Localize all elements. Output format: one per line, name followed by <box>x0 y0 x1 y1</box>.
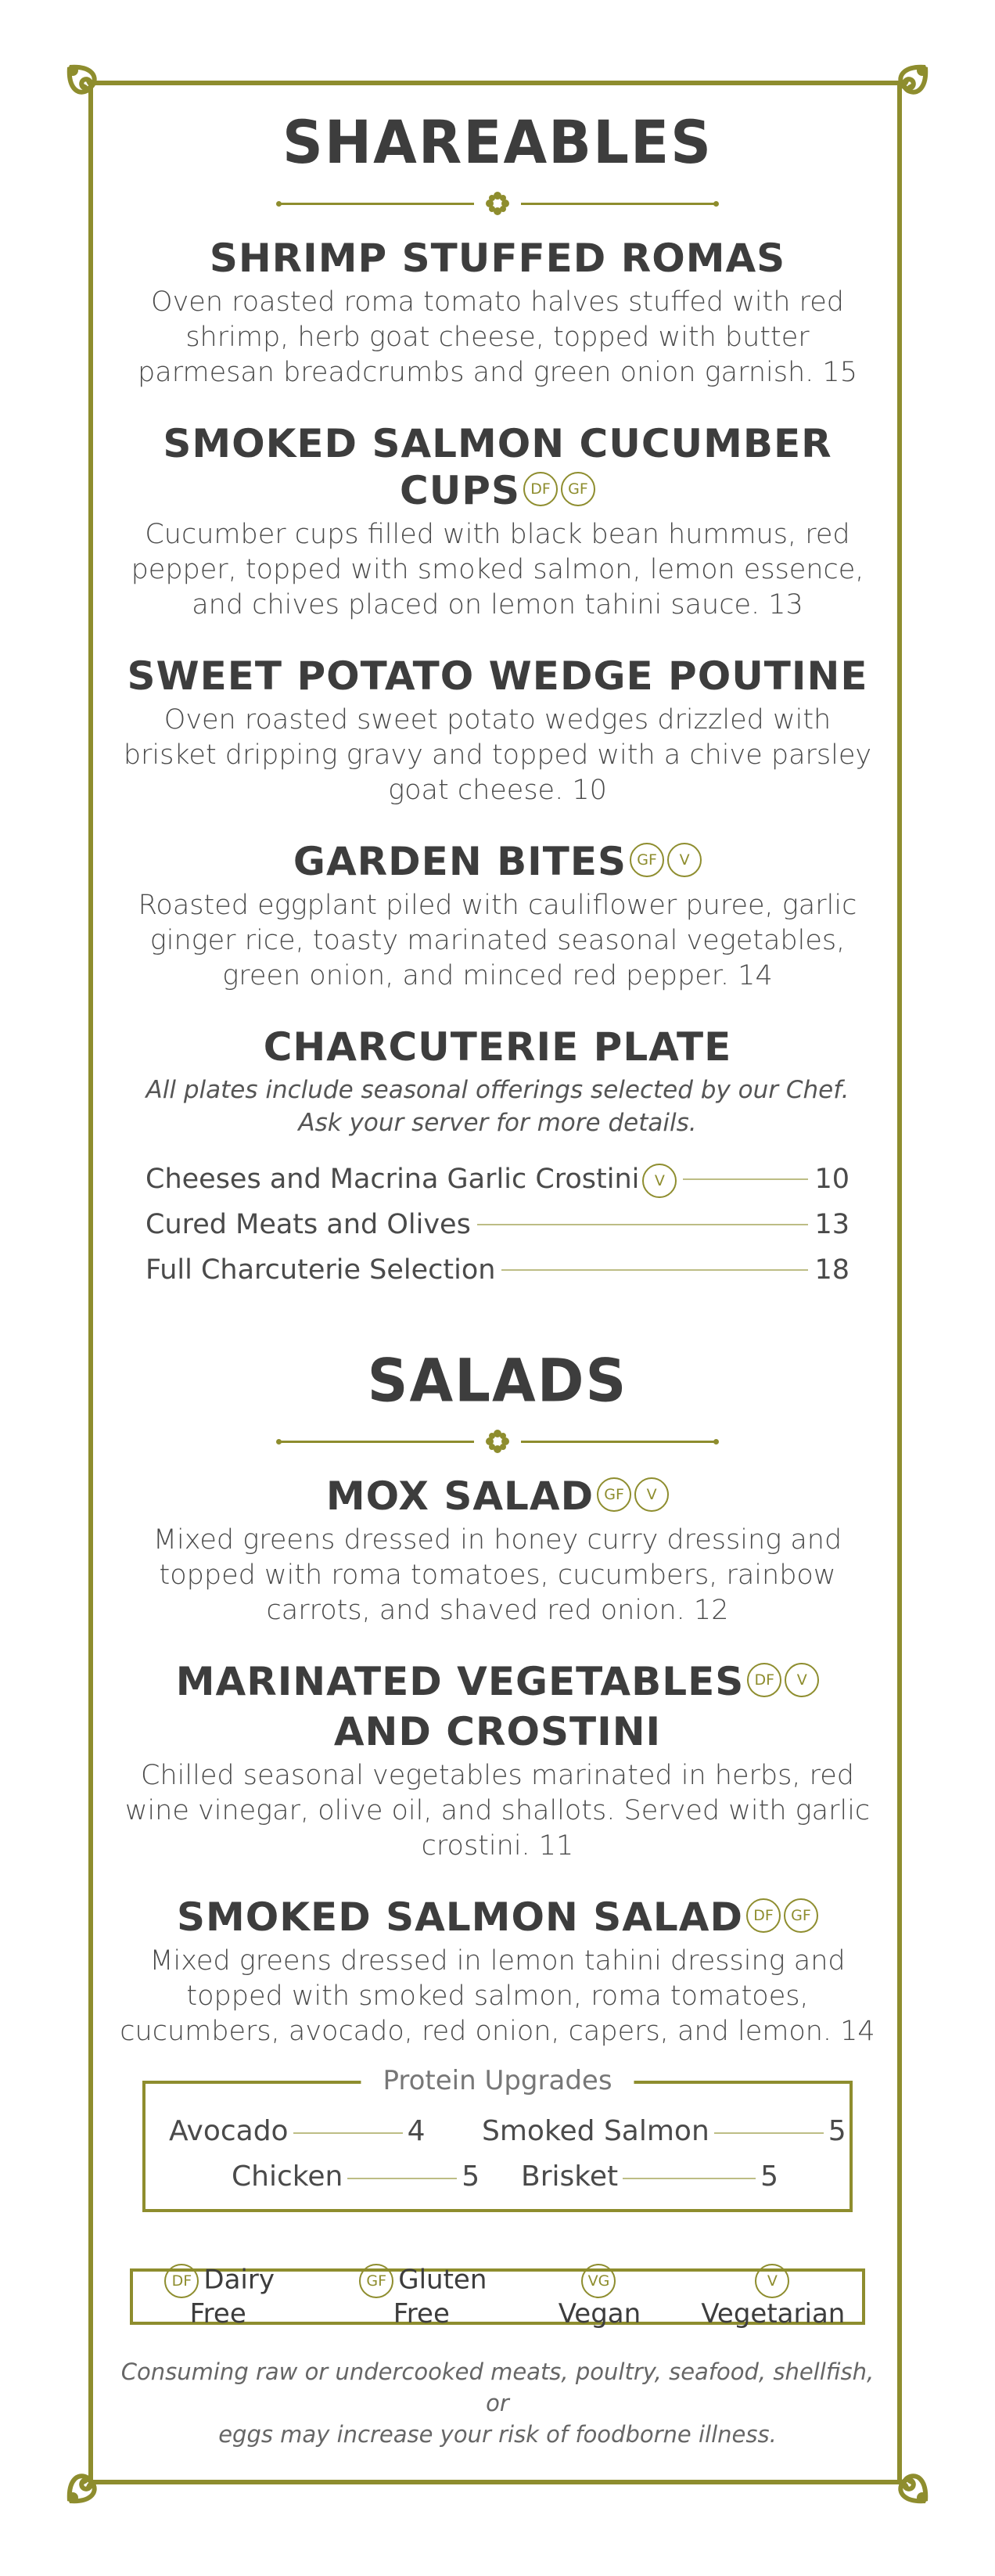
menu-content <box>110 107 885 2450</box>
price-label: Cheeses and Macrina Garlic Crostini <box>145 1164 640 1195</box>
item-name <box>110 1658 885 1705</box>
leader-line <box>501 1269 808 1271</box>
section-title-shareables: SHAREABLES <box>282 107 713 178</box>
protein-upgrades-title: Protein Upgrades <box>361 2065 634 2096</box>
menu-item <box>110 653 885 808</box>
leader-line <box>714 2132 824 2134</box>
upgrade-item <box>169 2115 425 2147</box>
disclaimer-line: eggs may increase your risk of foodborne illness. <box>218 2421 777 2448</box>
vegetarian-icon: V <box>634 1477 669 1512</box>
legend-item <box>540 2264 659 2330</box>
legend-label: Vegan <box>558 2298 641 2330</box>
item-description: Mixed greens dressed in lemon tahini dressing and topped with smoked salmon, roma tomatoes, cucumbers, avocado, red onion, capers, and lemon. 14 <box>120 1945 875 2047</box>
menu-item <box>110 1658 885 1864</box>
item-name <box>110 1473 885 1520</box>
menu-item <box>110 1473 885 1628</box>
upgrade-label: Chicken <box>232 2160 343 2193</box>
item-description: Cucumber cups filled with black bean hummus, red pepper, topped with smoked salmon, lemon essence, and chives placed on lemon tahini sauce. 13 <box>131 519 864 621</box>
upgrade-price: 5 <box>462 2160 480 2193</box>
legend-label: Dairy Free <box>189 2264 275 2330</box>
price-label: Cured Meats and Olives <box>145 1209 471 1240</box>
item-description: Chilled seasonal vegetables marinated in herbs, red wine vinegar, olive oil, and shallots. Served with garlic crostini. 11 <box>124 1760 871 1862</box>
item-description: Oven roasted sweet potato wedges drizzled with brisket dripping gravy and topped with a chive parsley goat cheese. 10 <box>123 704 872 806</box>
price-value: 10 <box>814 1164 850 1195</box>
legend-item <box>328 2264 515 2330</box>
upgrade-label: Avocado <box>169 2115 289 2147</box>
dairy-free-icon: DF <box>747 1663 781 1697</box>
legend-item <box>684 2264 862 2330</box>
menu-item <box>110 235 885 390</box>
section-title-salads: SALADS <box>367 1345 628 1416</box>
gluten-free-icon: GF <box>597 1477 631 1512</box>
price-row <box>145 1247 850 1293</box>
vegetarian-icon: V <box>667 843 702 877</box>
flourish-icon <box>874 2449 929 2504</box>
item-name-text: SMOKED SALMON CUCUMBER CUPS <box>163 421 832 513</box>
menu-item <box>110 838 885 994</box>
upgrade-label: Smoked Salmon <box>482 2115 709 2147</box>
upgrade-price: 4 <box>407 2115 426 2147</box>
dietary-legend <box>130 2264 865 2330</box>
leader-line <box>623 2178 756 2179</box>
charcuterie-note: All plates include seasonal offerings selected by our Chef. <box>145 1076 850 1104</box>
item-name-text: SMOKED SALMON SALAD <box>177 1894 743 1940</box>
upgrade-price: 5 <box>828 2115 846 2147</box>
dairy-free-icon: DF <box>746 1898 781 1933</box>
item-name-text: MARINATED VEGETABLES <box>175 1659 745 1704</box>
menu-item <box>110 420 885 623</box>
price-row <box>145 1157 850 1202</box>
price-row <box>145 1202 850 1247</box>
upgrade-price: 5 <box>760 2160 778 2193</box>
gluten-free-icon: GF <box>561 472 595 506</box>
price-label: Full Charcuterie Selection <box>145 1254 496 1286</box>
upgrade-label: Brisket <box>521 2160 619 2193</box>
item-name: SHRIMP STUFFED ROMAS <box>209 236 786 281</box>
charcuterie-note: Ask your server for more details. <box>298 1109 697 1137</box>
item-description: Oven roasted roma tomato halves stuffed with red shrimp, herb goat cheese, topped with butter parmesan breadcrumbs and green onion garnish. 15 <box>138 286 857 388</box>
disclaimer-line: Consuming raw or undercooked meats, poultry, seafood, shellfish, or <box>120 2358 875 2416</box>
charcuterie-price-list <box>145 1157 850 1293</box>
upgrade-item <box>482 2115 846 2147</box>
item-name <box>110 1894 885 1941</box>
item-description: Mixed greens dressed in honey curry dressing and topped with roma tomatoes, cucumbers, rainbow carrots, and shaved red onion. 12 <box>153 1524 842 1626</box>
item-name-text: MOX SALAD <box>325 1473 594 1519</box>
leader-line <box>477 1224 809 1225</box>
vegetarian-icon: V <box>755 2264 789 2298</box>
leader-line <box>683 1178 808 1180</box>
price-value: 13 <box>814 1209 850 1240</box>
leader-line <box>293 2132 403 2134</box>
price-value: 18 <box>814 1254 850 1286</box>
item-name-line2: AND CROSTINI <box>333 1709 662 1754</box>
vegan-icon: VG <box>581 2264 616 2298</box>
item-name: SWEET POTATO WEDGE POUTINE <box>127 653 868 699</box>
item-description: Roasted eggplant piled with cauliflower puree, garlic ginger rice, toasty marinated seasonal vegetables, green onion, and minced red pepper. 14 <box>138 890 857 991</box>
flower-icon <box>482 188 513 219</box>
vegetarian-icon: V <box>785 1663 819 1697</box>
flourish-icon <box>66 2449 121 2504</box>
gluten-free-icon: GF <box>630 843 664 877</box>
menu-item-charcuterie <box>110 1024 885 1293</box>
section-divider <box>278 188 717 219</box>
dairy-free-icon: DF <box>164 2264 199 2298</box>
leader-line <box>347 2178 457 2179</box>
upgrade-item <box>521 2160 778 2193</box>
legend-item <box>133 2264 303 2330</box>
gluten-free-icon: GF <box>784 1898 818 1933</box>
gluten-free-icon: GF <box>359 2264 393 2298</box>
item-name: CHARCUTERIE PLATE <box>263 1024 732 1070</box>
item-name-text: GARDEN BITES <box>293 839 627 884</box>
upgrade-item <box>232 2160 480 2193</box>
flower-icon <box>482 1426 513 1457</box>
legend-label: Vegetarian <box>701 2298 846 2330</box>
menu-item <box>110 1894 885 2049</box>
item-name <box>110 838 885 885</box>
food-safety-disclaimer <box>110 2356 885 2450</box>
vegetarian-icon: V <box>642 1164 677 1198</box>
legend-label: Gluten Free <box>393 2264 487 2330</box>
protein-upgrades-box <box>142 2065 853 2212</box>
section-divider <box>278 1426 717 1457</box>
dairy-free-icon: DF <box>523 472 558 506</box>
item-name <box>110 420 885 514</box>
